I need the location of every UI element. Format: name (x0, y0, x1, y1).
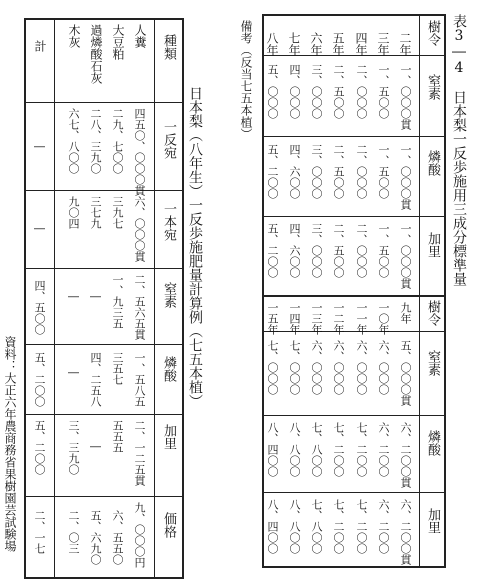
material-cell: 大豆粕 (111, 24, 125, 60)
year-header-b: 樹令 (425, 300, 440, 326)
value-cell: 一、五八五 (133, 352, 146, 407)
year-cell: 六年 (309, 32, 323, 56)
material-cell: 計 (33, 40, 47, 52)
value-cell: 四、五〇〇 (33, 280, 46, 335)
value-cell: 一、五〇〇 (377, 64, 390, 119)
value-cell: 九、〇〇〇円 (133, 502, 146, 568)
value-cell: 五、〇〇〇 (266, 64, 279, 119)
value-cell: 四、六〇〇 (288, 144, 301, 199)
value-cell: 二、〇〇〇 (355, 223, 368, 278)
value-cell: 七、二〇〇 (355, 422, 368, 477)
col-header-potash: 加里 (161, 424, 176, 450)
value-cell: 六、五五〇 (111, 510, 124, 565)
value-cell: 六、〇〇〇 (377, 340, 390, 395)
phosphate-header-a: 燐酸 (425, 150, 440, 176)
value-cell: 八、四〇〇 (266, 422, 279, 477)
value-cell: 二、五六五貫 (133, 274, 146, 340)
value-cell: 三七九 (89, 196, 102, 229)
value-cell: 七、〇〇〇 (266, 340, 279, 395)
value-cell: ― (33, 222, 46, 235)
value-cell: 二、一七 (33, 510, 46, 554)
value-cell: 四、六〇〇 (288, 223, 301, 278)
nitrogen-header-a: 窒素 (425, 74, 440, 100)
col-header-price: 価格 (161, 512, 176, 538)
col-header-nitrogen: 窒素 (161, 282, 176, 308)
nitrogen-header-b: 窒素 (425, 350, 440, 376)
value-cell: 五、〇〇〇貫 (399, 340, 412, 406)
value-cell: 一、九三五 (111, 274, 124, 329)
value-cell: 五、六九〇 (89, 510, 102, 565)
value-cell: 二、〇〇〇 (355, 64, 368, 119)
value-cell: ― (33, 140, 46, 153)
value-cell: 六七、八〇〇 (67, 108, 80, 174)
year-cell: 二年 (398, 32, 412, 56)
value-cell: 六、二〇〇貫 (399, 499, 412, 565)
row-header: 種類 (161, 34, 176, 60)
potash-header-b: 加里 (425, 508, 440, 534)
value-cell: 六、二〇〇 (377, 499, 390, 554)
value-cell: 五、二〇〇 (33, 420, 46, 475)
value-cell: 三、〇〇〇 (310, 223, 323, 278)
value-cell: 二、〇三 (67, 510, 80, 554)
material-cell: 木灰 (67, 24, 81, 48)
year-cell: 一一年 (355, 302, 368, 335)
value-cell: ― (67, 366, 80, 379)
value-cell: 三五七 (111, 352, 124, 385)
value-cell: 二八、三九〇 (89, 108, 102, 174)
value-cell: 一、〇〇〇貫 (399, 144, 412, 210)
value-cell: 二、〇〇〇 (355, 144, 368, 199)
value-cell: 五、二〇〇 (266, 144, 279, 199)
value-cell: 三、〇〇〇 (310, 64, 323, 119)
value-cell: ― (67, 290, 80, 303)
right-table-title: 表3―4 日本梨一反歩施用三成分標準量 (451, 14, 467, 286)
col-header-phosphate: 燐酸 (161, 356, 176, 382)
value-cell: 二、五〇〇 (332, 144, 345, 199)
value-cell: 三、三九〇 (67, 420, 80, 475)
value-cell: 五五五 (111, 420, 124, 453)
value-cell: ― (89, 440, 102, 453)
value-cell: 六、〇〇〇貫 (133, 196, 146, 262)
year-cell: 三年 (376, 32, 390, 56)
right-table-note: 備考（反当七五本植） (239, 20, 253, 140)
value-cell: 六、〇〇〇 (332, 340, 345, 395)
year-cell: 九年 (399, 302, 412, 324)
value-cell: 二、一二五貫 (133, 420, 146, 486)
value-cell: ― (89, 290, 102, 303)
year-cell: 四年 (354, 32, 368, 56)
value-cell: 八、八〇〇 (288, 422, 301, 477)
value-cell: 五、二〇〇 (266, 223, 279, 278)
source-note: 資料：大正六年農商務省果樹園芸試験場 (3, 336, 17, 552)
left-table-title: 日本梨（八年生）一反歩施肥量計算例（七五本植） (187, 86, 203, 408)
year-cell: 一〇年 (377, 302, 390, 335)
year-cell: 八年 (265, 32, 279, 56)
value-cell: 三、〇〇〇 (310, 144, 323, 199)
year-cell: 一二年 (332, 302, 345, 335)
year-cell: 五年 (331, 32, 345, 56)
value-cell: 六、〇〇〇 (310, 340, 323, 395)
year-cell: 七年 (287, 32, 301, 56)
value-cell: 四、二五八 (89, 352, 102, 407)
value-cell: 五、二〇〇 (33, 352, 46, 407)
value-cell: 九〇四 (67, 196, 80, 229)
value-cell: 八、四〇〇 (266, 499, 279, 554)
material-cell: 人糞 (133, 24, 147, 48)
value-cell: 七、八〇〇 (310, 499, 323, 554)
value-cell: 一、五〇〇 (377, 144, 390, 199)
value-cell: 七、二〇〇 (355, 499, 368, 554)
potash-header-a: 加里 (425, 232, 440, 258)
value-cell: 四、〇〇〇 (288, 64, 301, 119)
value-cell: 一、〇〇〇貫 (399, 223, 412, 289)
value-cell: 六、二〇〇 (377, 422, 390, 477)
value-cell: 七、〇〇〇 (288, 340, 301, 395)
phosphate-header-b: 燐酸 (425, 430, 440, 456)
material-cell: 過燐酸石灰 (89, 24, 103, 84)
year-cell: 一五年 (266, 302, 279, 335)
value-cell: 二、五〇〇 (332, 223, 345, 278)
value-cell: 六、〇〇〇 (355, 340, 368, 395)
value-cell: 三九七 (111, 196, 124, 229)
value-cell: 六、二〇〇貫 (399, 422, 412, 488)
value-cell: 七、二〇〇 (332, 422, 345, 477)
value-cell: 二九、七〇〇 (111, 108, 124, 174)
value-cell: 七、二〇〇 (332, 499, 345, 554)
value-cell: 一、五〇〇 (377, 223, 390, 278)
year-cell: 一四年 (288, 302, 301, 335)
col-header-tan: 一反宛 (161, 120, 176, 159)
value-cell: 一、〇〇〇貫 (399, 64, 412, 130)
year-header-a: 樹令 (425, 20, 440, 46)
value-cell: 八、八〇〇 (288, 499, 301, 554)
col-header-hon: 一本宛 (161, 202, 176, 241)
value-cell: 二、五〇〇 (332, 64, 345, 119)
year-cell: 一三年 (310, 302, 323, 335)
value-cell: 四五〇、〇〇〇貫 (133, 108, 146, 196)
value-cell: 七、八〇〇 (310, 422, 323, 477)
